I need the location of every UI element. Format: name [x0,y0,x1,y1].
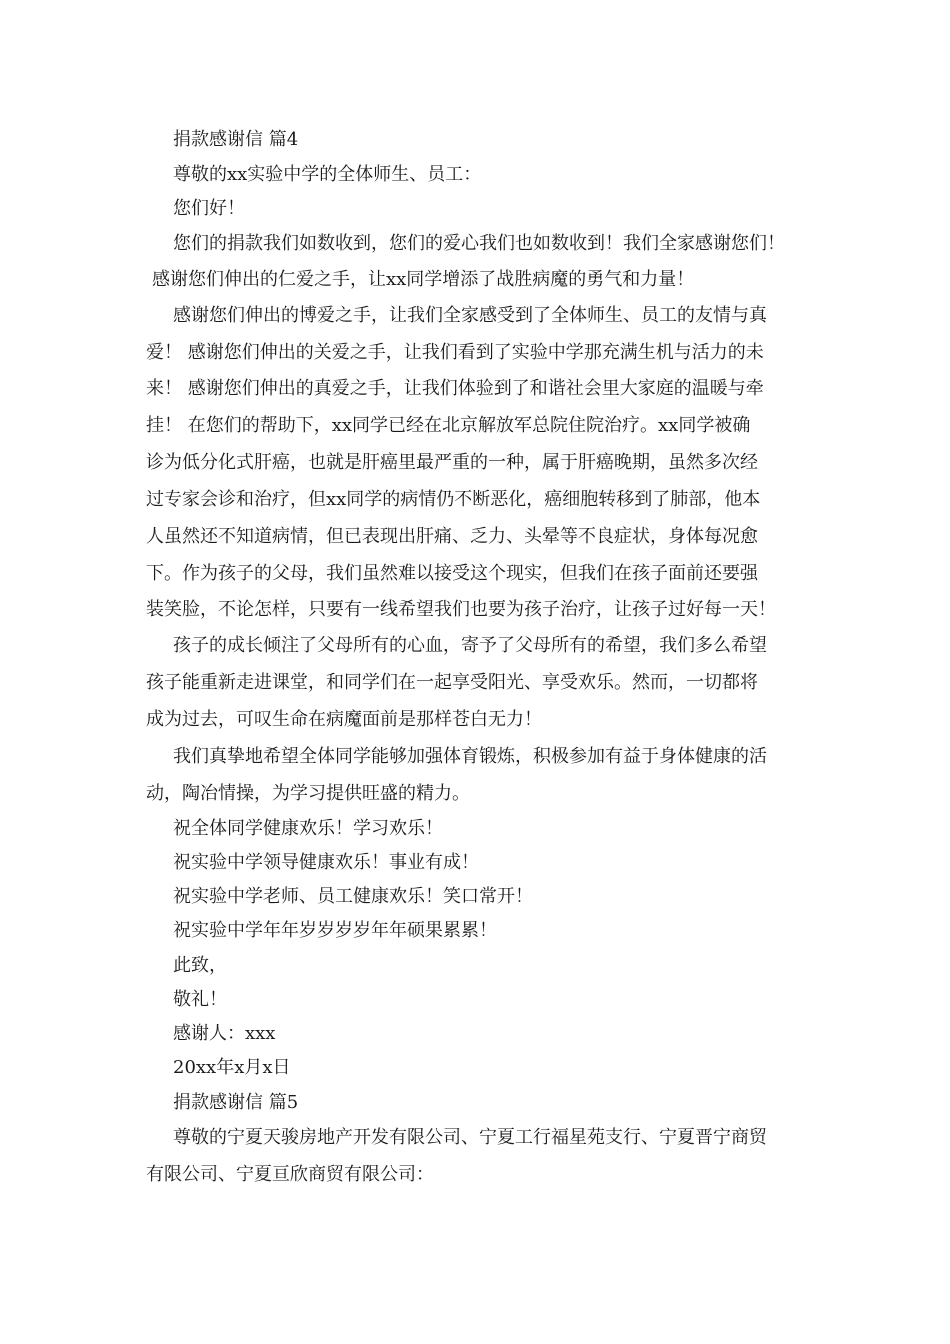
paragraph-line: 孩子能重新走进课堂，和同学们在一起享受阳光、享受欢乐。然而，一切都将 [146,672,758,693]
date-line: 20xx年x月x日 [173,1057,291,1078]
paragraph-line: 人虽然还不知道病情，但已表现出肝痛、乏力、头晕等不良症状，身体每况愈 [146,526,758,547]
paragraph-line: 挂！ 在您们的帮助下，xx同学已经在北京解放军总院住院治疗。xx同学被确 [146,415,751,436]
paragraph-line: 孩子的成长倾注了父母所有的心血，寄予了父母所有的希望，我们多么希望 [173,635,767,656]
paragraph-line: 过专家会诊和治疗，但xx同学的病情仍不断恶化，癌细胞转移到了肺部，他本 [146,489,761,510]
paragraph-line: 诊为低分化式肝癌，也就是肝癌里最严重的一种，属于肝癌晚期，虽然多次经 [146,452,758,473]
paragraph-line: 您们的捐款我们如数收到，您们的爱心我们也如数收到！我们全家感谢您们！ [173,233,785,254]
paragraph-line: 爱！ 感谢您们伸出的关爱之手，让我们看到了实验中学那充满生机与活力的未 [146,342,764,363]
wish-line: 祝实验中学年年岁岁岁岁年年硕果累累！ [173,920,497,941]
closing-line: 此致， [173,955,227,976]
paragraph-line: 成为过去，可叹生命在病魔面前是那样苍白无力！ [146,709,542,730]
paragraph-line: 我们真挚地希望全体同学能够加强体育锻炼，积极参加有益于身体健康的活 [173,746,767,767]
paragraph-line: 下。作为孩子的父母，我们虽然难以接受这个现实，但我们在孩子面前还要强 [146,563,758,584]
signature-line: 感谢人：xxx [173,1023,276,1044]
paragraph-line: 有限公司、宁夏亘欣商贸有限公司： [146,1164,434,1185]
paragraph-line: 感谢您们伸出的仁爱之手，让xx同学增添了战胜病魔的勇气和力量！ [152,269,695,290]
paragraph-line: 装笑脸，不论怎样，只要有一线希望我们也要为孩子治疗，让孩子过好每一天！ [146,599,776,620]
paragraph-line: 动，陶冶情操，为学习提供旺盛的精力。 [146,783,470,804]
salutation: 尊敬的xx实验中学的全体师生、员工： [173,164,482,185]
section-heading: 捐款感谢信 篇4 [173,129,299,150]
greeting: 您们好！ [173,198,245,219]
section-heading: 捐款感谢信 篇5 [173,1092,299,1113]
wish-line: 祝实验中学领导健康欢乐！事业有成！ [173,852,479,873]
paragraph-line: 来！ 感谢您们伸出的真爱之手，让我们体验到了和谐社会里大家庭的温暖与牵 [146,378,764,399]
wish-line: 祝实验中学老师、员工健康欢乐！笑口常开！ [173,886,533,907]
closing-line: 敬礼！ [173,989,227,1010]
wish-line: 祝全体同学健康欢乐！学习欢乐！ [173,818,443,839]
paragraph-line: 感谢您们伸出的博爱之手，让我们全家感受到了全体师生、员工的友情与真 [173,305,767,326]
paragraph-line: 尊敬的宁夏天骏房地产开发有限公司、宁夏工行福星苑支行、宁夏晋宁商贸 [173,1127,767,1148]
